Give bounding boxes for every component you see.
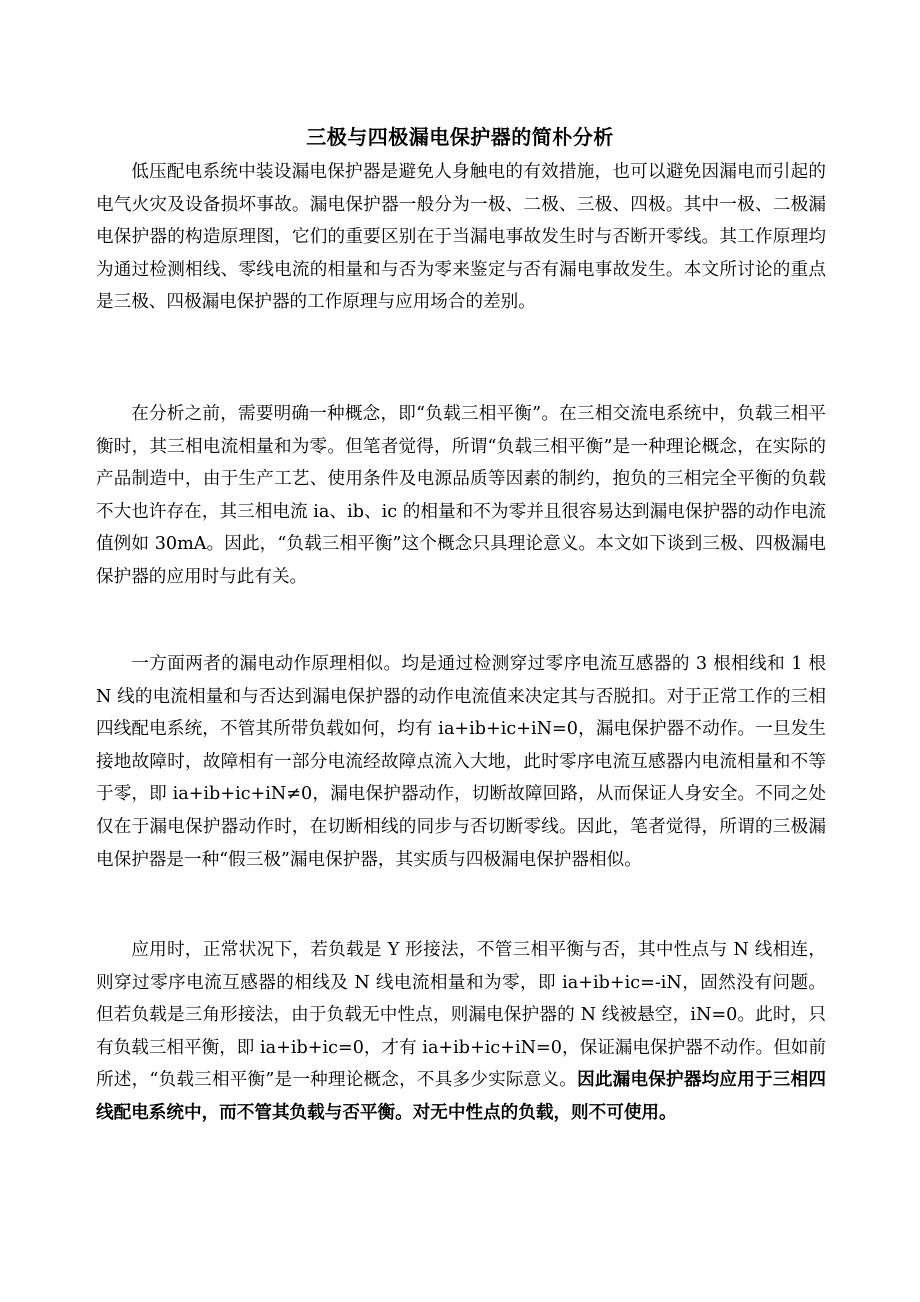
paragraph-3: 一方面两者的漏电动作原理相似。均是通过检测穿过零序电流互感器的 3 根相线和 1 根 N 线的电流相量和与否达到漏电保护器的动作电流值来决定其与否脱扣。对于正常工作的三相四线配电系统，不管其所带负载如何，均有 ia+ib+ic+iN=0，漏电保护器不动作。一旦发生接地故障时，故障相有一部分电流经故障点流入大地，此时零序电流互感器内电流相量和不等于零，即 ia+ib+ic+iN≠0，漏电保护器动作，切断故障回路，从而保证人身安全。不同之处仅在于漏电保护器动作时，在切断相线的同步与否切断零线。因此，笔者觉得，所谓的三极漏电保护器是一种“假三极”漏电保护器，其实质与四极漏电保护器相似。 xyxy=(96,654,826,870)
paragraph-4-text: 应用时，正常状况下，若负载是 Y 形接法，不管三相平衡与否，其中性点与 N 线相连，则穿过零序电流互感器的相线及 N 线电流相量和为零，即 ia+ib+ic=-iN，固然没有问题。但若负载是三角形接法，由于负载无中性点，则漏电保护器的 N 线被悬空，iN=0。此时，只有负载三相平衡，即 ia+ib+ic=0，才有 ia+ib+ic+iN=0，保证漏电保护器不动作。但如前所述，“负载三相平衡”是一种理论概念，不具多少实际意义。 xyxy=(96,940,826,1091)
paragraph-1: 低压配电系统中装设漏电保护器是避免人身触电的有效措施，也可以避免因漏电而引起的电气火灾及设备损坏事故。漏电保护器一般分为一极、二极、三极、四极。其中一极、二极漏电保护器的构造原理图，它们的重要区别在于当漏电事故发生时与否断开零线。其工作原理均为通过检测相线、零线电流的相量和与否为零来鉴定与否有漏电事故发生。本文所讨论的重点是三极、四极漏电保护器的工作原理与应用场合的差别。 xyxy=(96,162,826,313)
paragraph-4-bold-conclusion: 因此漏电保护器均应用于三相四线配电系统中，而不管其负载与否平衡。对无中性点的负载，则不可使用。 xyxy=(96,1069,826,1123)
paragraph-4 xyxy=(96,934,826,1130)
paragraph-2: 在分析之前，需要明确一种概念，即“负载三相平衡”。在三相交流电系统中，负载三相平衡时，其三相电流相量和为零。但笔者觉得，所谓“负载三相平衡”是一种理论概念，在实际的产品制造中，由于生产工艺、使用条件及电源品质等因素的制约，抱负的三相完全平衡的负载不大也许存在，其三相电流 ia、ib、ic 的相量和不为零并且很容易达到漏电保护器的动作电流值例如 30mA。因此，“负载三相平衡”这个概念只具理论意义。本文如下谈到三极、四极漏电保护器的应用时与此有关。 xyxy=(96,404,826,587)
document-title: 三极与四极漏电保护器的简朴分析 xyxy=(306,125,614,149)
